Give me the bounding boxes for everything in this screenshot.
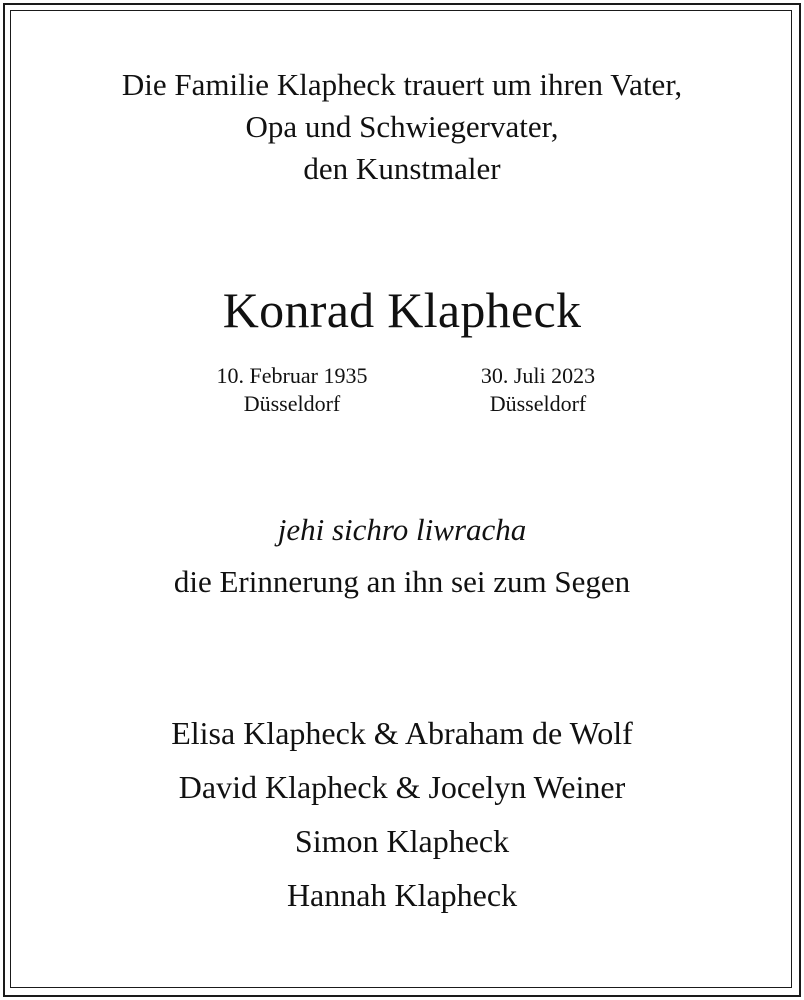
deceased-name: Konrad Klapheck: [222, 282, 582, 338]
intro-line: den Kunstmaler: [303, 151, 501, 186]
birth-place: Düsseldorf: [243, 391, 341, 416]
mourner-name: Simon Klapheck: [294, 823, 510, 859]
life-dates: [0, 362, 804, 422]
hebrew-blessing: jehi sichro liwracha: [277, 512, 527, 547]
birth-info: [182, 362, 402, 418]
death-info: [428, 362, 648, 418]
mourners-list: [0, 706, 804, 922]
blessing-translation: die Erinnerung an ihn sei zum Segen: [173, 564, 631, 599]
mourner-name: David Klapheck & Jocelyn Weiner: [178, 769, 626, 805]
intro-line: Opa und Schwiegervater,: [245, 109, 559, 144]
death-place: Düsseldorf: [489, 391, 587, 416]
mourner-name: Elisa Klapheck & Abraham de Wolf: [171, 715, 633, 751]
death-date: 30. Juli 2023: [480, 363, 596, 388]
birth-date: 10. Februar 1935: [216, 363, 368, 388]
intro-line: Die Familie Klapheck trauert um ihren Vater,: [121, 67, 683, 102]
mourner-name: Hannah Klapheck: [286, 877, 518, 913]
intro-text: [0, 64, 804, 190]
